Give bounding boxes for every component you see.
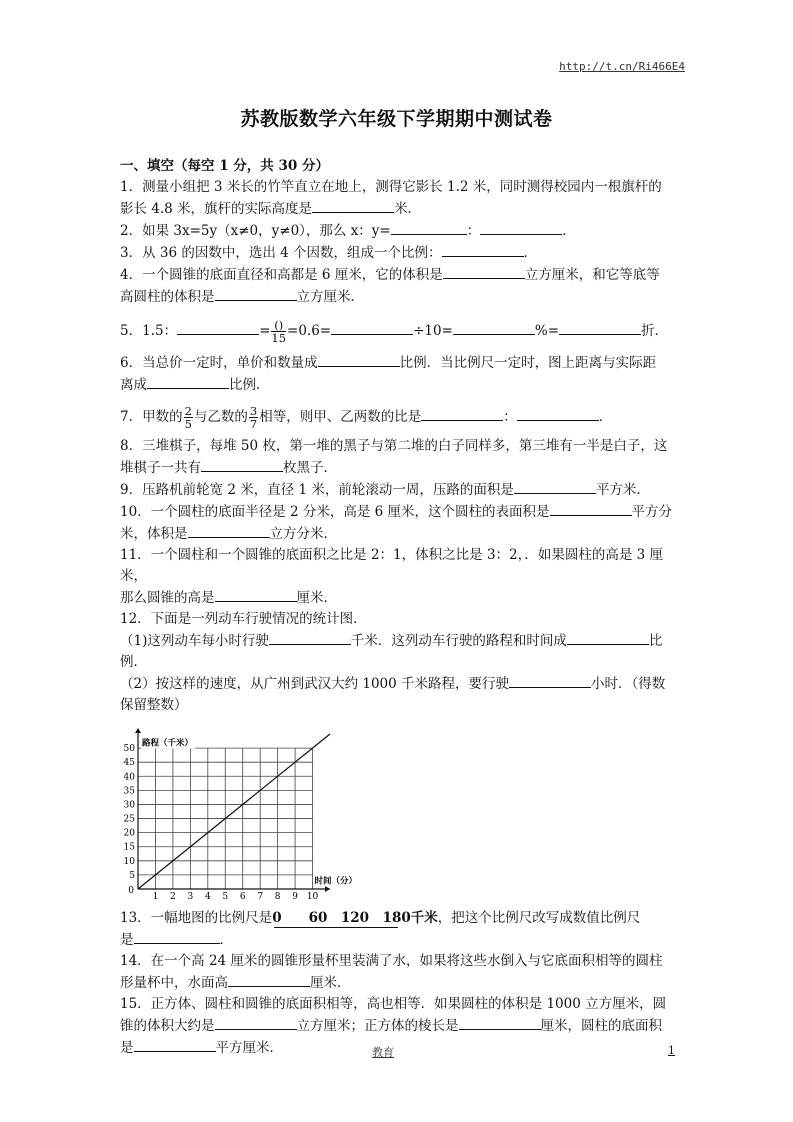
answer-blank[interactable] bbox=[147, 374, 229, 389]
x-tick-label: 5 bbox=[222, 892, 229, 902]
answer-blank[interactable] bbox=[201, 457, 283, 472]
x-tick-label: 7 bbox=[257, 892, 264, 902]
y-tick-label: 20 bbox=[123, 828, 135, 839]
chart-svg bbox=[120, 724, 358, 902]
y-tick-label: 30 bbox=[123, 800, 135, 811]
question-13: 13．一幅地图的比例尺是0 60 120 180千米 ，把这个比例尺改写成数值比例尺 是 ． bbox=[120, 910, 641, 948]
y-tick-label: 50 bbox=[123, 744, 135, 755]
fraction: $\frac{2}{5}$ bbox=[184, 404, 192, 431]
x-tick-label: 3 bbox=[187, 892, 194, 902]
x-tick-label: 2 bbox=[170, 892, 176, 902]
answer-blank[interactable] bbox=[312, 198, 394, 213]
scale-bar: 0 60 120 180千米 bbox=[272, 910, 438, 926]
footer-link[interactable]: 教育 bbox=[372, 1046, 394, 1059]
page-number: 1 bbox=[668, 1044, 675, 1057]
answer-blank[interactable] bbox=[480, 220, 562, 235]
answer-blank[interactable] bbox=[188, 523, 270, 538]
y-tick-label: 5 bbox=[129, 870, 135, 881]
answer-blank[interactable] bbox=[421, 406, 503, 421]
question-12-part-2: （2）按这样的速度，从广州到武汉大约 1000 千米路程，要行驶 小时．（得数 保留整数） bbox=[120, 673, 673, 716]
answer-blank[interactable] bbox=[567, 630, 649, 645]
answer-blank[interactable] bbox=[550, 501, 632, 516]
answer-blank[interactable] bbox=[134, 1037, 216, 1052]
header-link[interactable]: http://t.cn/Ri466E4 bbox=[559, 60, 685, 73]
x-tick-label: 4 bbox=[204, 892, 211, 902]
question-4: 4．一个圆锥的底面直径和高都是 6 厘米，它的体积是 立方厘米，和它等底等 高圆柱的体积是 立方厘米． bbox=[120, 264, 673, 308]
question-12-part-1: （1)这列动车每小时行驶 千米．这列动车行驶的路程和时间成 比 例． bbox=[120, 630, 673, 673]
y-axis-arrow bbox=[135, 728, 141, 733]
x-axis-arrow bbox=[325, 886, 330, 892]
question-11: 11．一个圆柱和一个圆锥的底面积之比是 2：1，体积之比是 3：2，．如果圆柱的高是 3 厘米， 那么圆锥的高是 厘米． bbox=[120, 547, 664, 606]
answer-blank[interactable] bbox=[318, 352, 400, 367]
answer-blank[interactable] bbox=[443, 264, 525, 279]
question-2: 2．如果 3x=5y（x≠0，y≠0），那么 x：y= ： ． bbox=[120, 220, 673, 242]
answer-blank[interactable] bbox=[177, 320, 259, 335]
question-8: 8．三堆棋子，每堆 50 枚，第一堆的黑子与第二堆的白子同样多，第三堆有一半是白子，这 堆棋子一共有 枚黑子． bbox=[120, 438, 668, 476]
answer-blank[interactable] bbox=[453, 320, 535, 335]
y-tick-label: 10 bbox=[123, 856, 135, 867]
question-12: 12．下面是一列动车行驶情况的统计图． bbox=[120, 611, 367, 627]
question-14: 14．在一个高 24 厘米的圆锥形量杯里装满了水，如果将这些水倒入与它底面积相等的圆柱 形量杯中，水面高 厘米． bbox=[120, 953, 663, 991]
question-6: 6．当总价一定时，单价和数量成 比例．当比例尺一定时，图上距离与实际距 离成 比例． bbox=[120, 352, 673, 396]
answer-blank[interactable] bbox=[442, 242, 524, 257]
question-15: 15．正方体、圆柱和圆锥的底面积相等，高也相等．如果圆柱的体积是 1000 立方厘米，圆 锥的体积大约是 立方厘米；正方体的棱长是 厘米，圆柱的底面积 是 平方厘米． bbox=[120, 996, 667, 1056]
y-tick-label: 45 bbox=[123, 758, 135, 769]
answer-blank[interactable] bbox=[215, 286, 297, 301]
page-title: 苏教版数学六年级下学期期中测试卷 bbox=[240, 108, 553, 130]
answer-blank[interactable] bbox=[391, 220, 467, 235]
exam-content bbox=[120, 156, 673, 1059]
x-axis-label: 时间（分） bbox=[314, 876, 358, 887]
y-axis-label: 路程（千米） bbox=[142, 738, 194, 749]
x-tick-label: 9 bbox=[292, 892, 298, 902]
fraction: $\frac{()}{15}$ bbox=[271, 318, 287, 345]
answer-blank[interactable] bbox=[514, 479, 596, 494]
question-3: 3．从 36 的因数中，选出 4 个因数，组成一个比例： ． bbox=[120, 242, 673, 264]
x-tick-label: 6 bbox=[239, 892, 246, 902]
x-tick-label: 10 bbox=[306, 892, 319, 902]
distance-time-chart bbox=[120, 724, 358, 902]
y-tick-label: 25 bbox=[123, 814, 135, 825]
y-tick-label: 40 bbox=[123, 772, 135, 783]
question-5: 5．1.5： = $\frac{()}{15}$ =0.6= ÷10= %= 折． bbox=[120, 318, 669, 345]
y-tick-label: 35 bbox=[123, 786, 135, 797]
answer-blank[interactable] bbox=[517, 406, 599, 421]
fraction: $\frac{3}{7}$ bbox=[249, 404, 258, 431]
answer-blank[interactable] bbox=[509, 673, 591, 688]
x-tick-label: 1 bbox=[152, 892, 159, 902]
answer-blank[interactable] bbox=[331, 320, 413, 335]
answer-blank[interactable] bbox=[215, 1015, 297, 1030]
question-9: 9．压路机前轮宽 2 米，直径 1 米，前轮滚动一周，压路的面积是 平方米． bbox=[120, 479, 673, 501]
question-10: 10．一个圆柱的底面半径是 2 分米，高是 6 厘米，这个圆柱的表面积是 平方分 米，体积是 立方分米． bbox=[120, 501, 673, 545]
answer-blank[interactable] bbox=[269, 630, 351, 645]
question-7: 7．甲数的 $\frac{2}{5}$ 与乙数的 $\frac{3}{7}$ 相等，则甲、乙两数的比是 ： ． bbox=[120, 404, 613, 431]
section-heading: 一、填空（每空 1 分，共 30 分） bbox=[120, 158, 329, 174]
answer-blank[interactable] bbox=[559, 320, 641, 335]
y-tick-label: 15 bbox=[123, 842, 135, 853]
series-line bbox=[138, 734, 330, 889]
answer-blank[interactable] bbox=[459, 1015, 541, 1030]
answer-blank[interactable] bbox=[215, 587, 297, 602]
origin-label: 0 bbox=[128, 886, 134, 896]
question-1: 1．测量小组把 3 米长的竹竿直立在地上，测得它影长 1.2 米，同时测得校园内一根旗杆的 影长 4.8 米，旗杆的实际高度是 米． bbox=[120, 179, 662, 217]
x-tick-label: 8 bbox=[274, 892, 281, 902]
answer-blank[interactable] bbox=[134, 929, 220, 944]
answer-blank[interactable] bbox=[228, 972, 310, 987]
